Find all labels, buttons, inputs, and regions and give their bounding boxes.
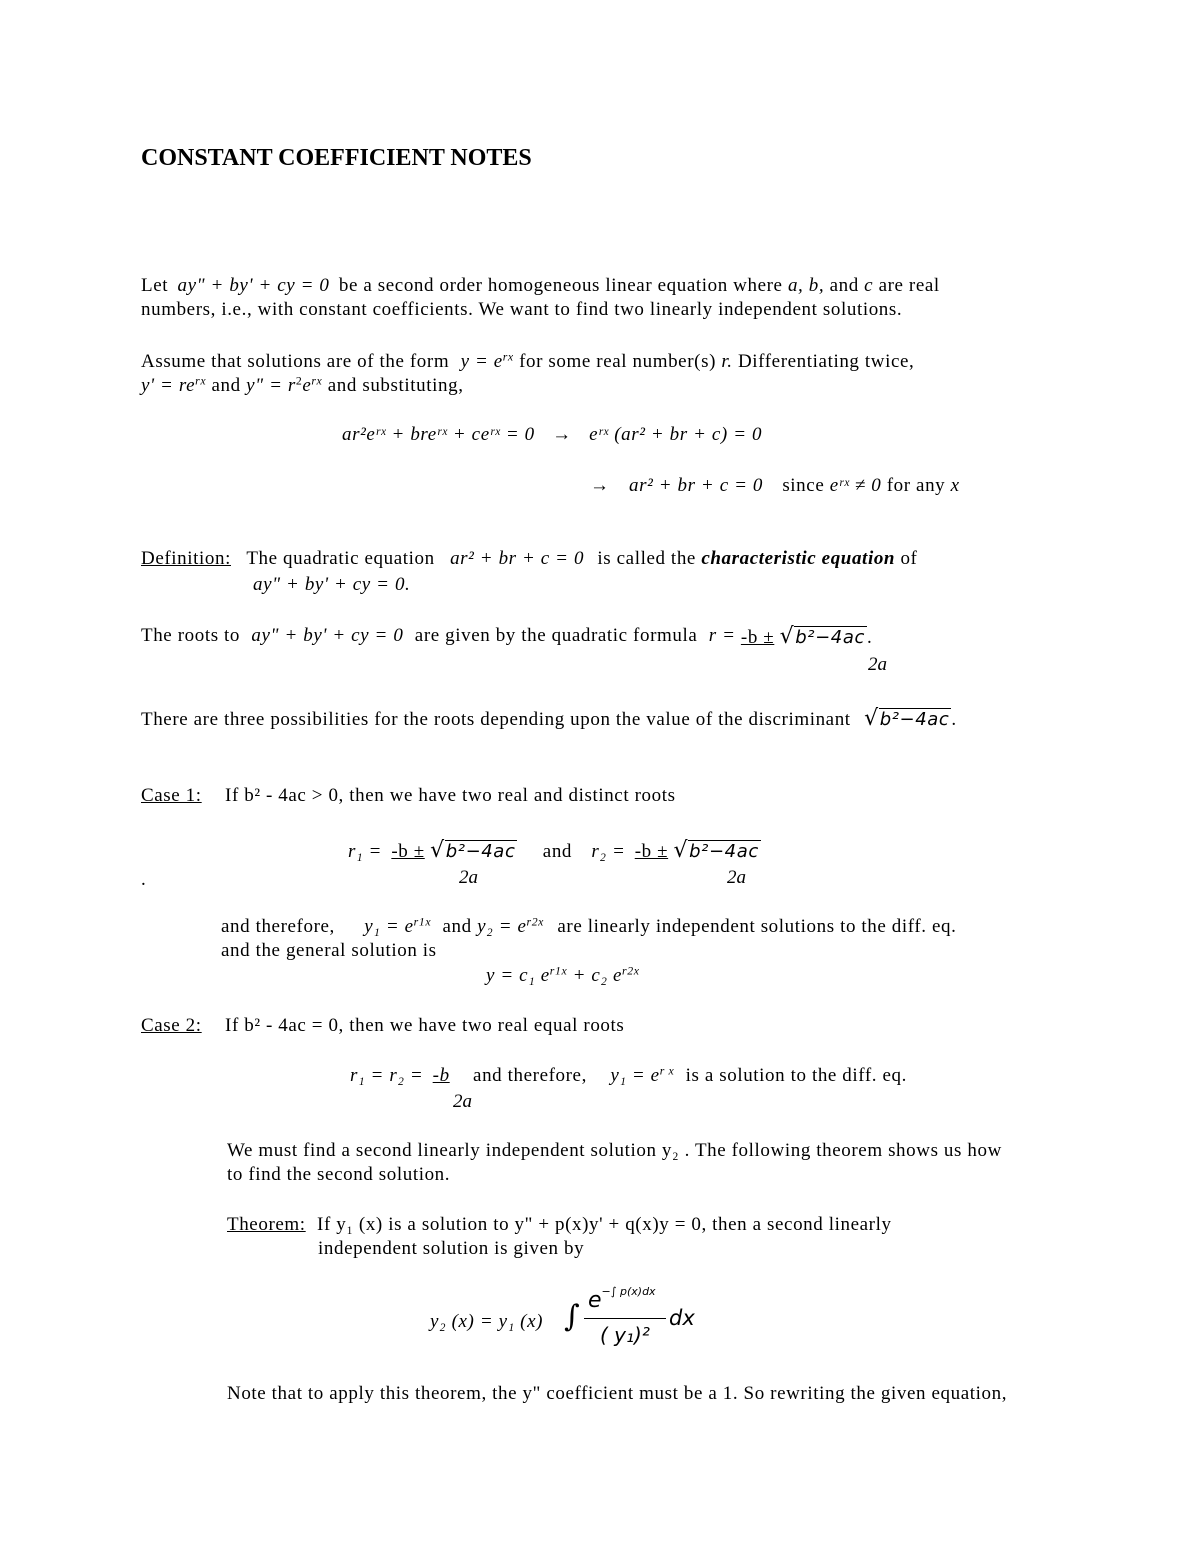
quadratic-formula: -b ± √b²−4ac .	[740, 624, 873, 649]
derivation-line-2: → ar² + br + c = 0 since eʳˣ ≠ 0 for any x	[590, 475, 960, 496]
case1-general-solution: y = c₁ $e^{r1x} + c_2$ $e^{r2x}$	[486, 964, 640, 986]
derivation-line-1: ar²eʳˣ + breʳˣ + ceʳˣ = 0 → eʳˣ (ar² + br + c) = 0	[342, 424, 763, 445]
case1-therefore: and therefore, $y_1 = e^{r1x}$ and $y_2 = e^{r2x}$ are linearly independent solutions to the diff. eq.	[221, 915, 957, 937]
theorem-dx: dx	[669, 1306, 695, 1330]
assume-line-2: $y' = re^{rx}$ and y" = $r^2e^{rx}$ and substituting,	[141, 374, 464, 396]
theorem-numerator: $e^{-\int p(x)dx}$	[588, 1284, 656, 1313]
case1-dot: .	[141, 869, 146, 890]
case1-denominator-2: 2a	[727, 867, 746, 888]
case1-general: and the general solution is	[221, 940, 437, 961]
case1-roots: r₁ = -b ± √b²−4ac and r₂ = -b ± √b²−4ac	[348, 838, 759, 863]
case2-roots: r₁ = r₂ = -b and therefore, $y_1 = e^{r x}$ is a solution to the diff. eq.	[350, 1064, 907, 1086]
roots-denominator: 2a	[868, 654, 887, 675]
fraction-bar	[584, 1318, 666, 1319]
case2-must-1: We must find a second linearly independent solution y₂ . The following theorem shows us how	[227, 1140, 1002, 1161]
case1-label: Case 1:	[141, 785, 202, 806]
definition-line-1: Definition: The quadratic equation ar² + br + c = 0 is called the characteristic equation of	[141, 548, 918, 569]
intro-line-1: Let ay" + by' + cy = 0 be a second order homogeneous linear equation where a, b, and c are real	[141, 275, 940, 296]
case2-denominator: 2a	[453, 1091, 472, 1112]
definition-line-2: ay" + by' + cy = 0.	[253, 574, 411, 595]
definition-label: Definition:	[141, 548, 231, 569]
integral-sign: ∫	[564, 1299, 580, 1334]
note-line: Note that to apply this theorem, the y" coefficient must be a 1. So rewriting the given equation,	[227, 1383, 1008, 1404]
roots-line: The roots to ay" + by' + cy = 0 are given by the quadratic formula r = -b ± √b²−4ac .	[141, 624, 873, 649]
theorem-label: Theorem:	[227, 1214, 306, 1235]
intro-line-2: numbers, i.e., with constant coefficients. We want to find two linearly independent solutions.	[141, 299, 903, 320]
case2-label: Case 2:	[141, 1015, 202, 1036]
case1-header: Case 1: If b² - 4ac > 0, then we have two real and distinct roots	[141, 785, 676, 806]
case2-must-2: to find the second solution.	[227, 1164, 451, 1185]
theorem-denominator: ( y₁)²	[600, 1323, 650, 1347]
case1-denominator-1: 2a	[459, 867, 478, 888]
case2-header: Case 2: If b² - 4ac = 0, then we have two real equal roots	[141, 1015, 625, 1036]
theorem-line-2: independent solution is given by	[318, 1238, 585, 1259]
theorem-line-1: Theorem: If y₁ (x) is a solution to y" + p(x)y' + q(x)y = 0, then a second linearly	[227, 1214, 892, 1235]
possibilities-line: There are three possibilities for the roots depending upon the value of the discriminant √b²−4ac .	[141, 706, 957, 731]
page-title: CONSTANT COEFFICIENT NOTES	[141, 145, 532, 171]
assume-line-1: Assume that solutions are of the form $y = e^{rx}$ for some real number(s) r. Differentiating twice,	[141, 350, 915, 372]
theorem-lhs: y₂ (x) = y₁ (x)	[430, 1311, 544, 1332]
